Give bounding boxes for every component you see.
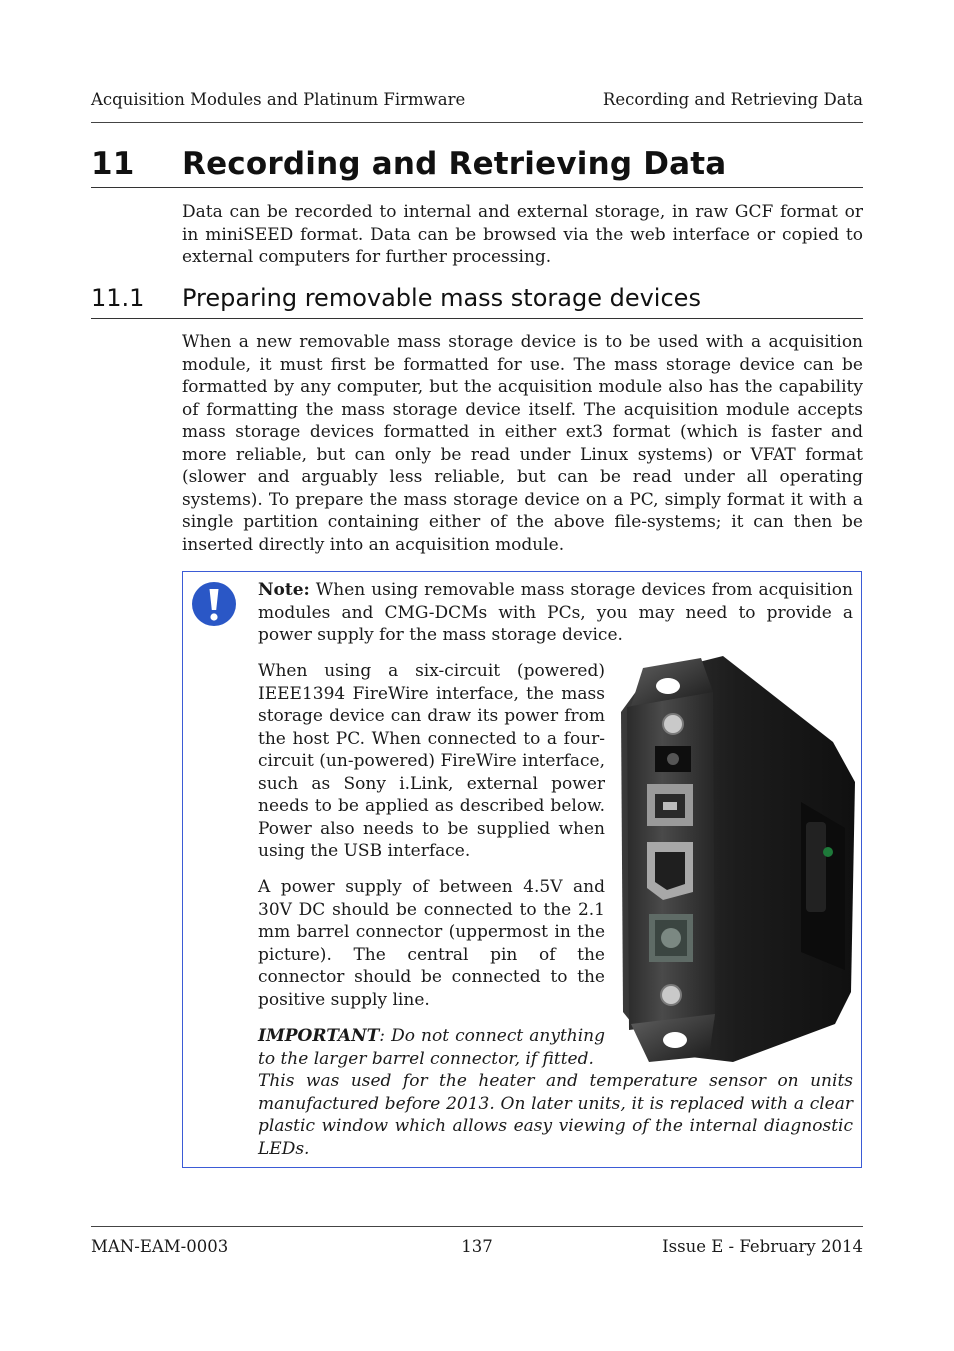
note-text: When using removable mass storage devices from acquisition modules and CMG-DCMs with PCs, you may need to provide a power supply for the mass storage device. (258, 580, 853, 645)
note-firewire-paragraph: When using a six-circuit (powered) IEEE1394 FireWire interface, the mass storage device can draw its power from the host PC. When connected to a four-circuit (un-powered) FireWire interface, such as Sony i.Link, external power needs to be applied as described below. Power also needs to be supplied when using the USB interface. (258, 661, 605, 861)
subsection-number: 11.1 (91, 284, 145, 312)
section-heading (91, 146, 863, 182)
issue-date: Issue E - February 2014 (662, 1237, 863, 1256)
subsection-body: When a new removable mass storage device is to be used with a acquisition module, it must first be formatted for use. The mass storage device can be formatted by any computer, but the acquisition module also has the capability of formatting the mass storage device itself. The acquisition module accepts mass storage devices formatted in either ext3 format (which is faster and more reliable, but can only be read under Linux systems) or VFAT format (slower and arguably less reliable, but can be read under all operating systems). To prepare the mass storage device on a PC, simply format it with a single partition containing either of the above file-systems; it can then be inserted directly into an acquisition module. (182, 332, 863, 555)
page-number: 137 (461, 1237, 493, 1256)
note-label: Note: (258, 580, 310, 600)
important-label: IMPORTANT (258, 1026, 380, 1046)
section-title: Recording and Retrieving Data (182, 146, 727, 182)
note-important-paragraph (258, 1025, 605, 1070)
subsection-title: Preparing removable mass storage devices (182, 284, 701, 312)
storage-device-photo (613, 652, 856, 1066)
section-heading-rule (91, 187, 863, 188)
important-text: : Do not connect anything to the larger barrel connector, if fitted. (258, 1026, 605, 1069)
exclamation-icon (191, 581, 237, 627)
doc-number: MAN-EAM-0003 (91, 1237, 229, 1256)
header-divider (91, 122, 863, 123)
subsection-heading (91, 284, 863, 312)
subsection-heading-rule (91, 318, 863, 319)
running-header-left: Acquisition Modules and Platinum Firmware (91, 90, 466, 109)
note-paragraph (258, 579, 853, 647)
section-intro: Data can be recorded to internal and external storage, in raw GCF format or in miniSEED format. Data can be browsed via the web interface or copied to external computers for further processing. (182, 202, 863, 267)
running-header-right: Recording and Retrieving Data (602, 90, 863, 109)
note-power-paragraph: A power supply of between 4.5V and 30V DC should be connected to the 2.1 mm barrel connector (uppermost in the picture). The central pin of the connector should be connected to the positive supply line. (258, 877, 605, 1010)
footer-divider (91, 1226, 863, 1227)
note-important-continued: This was used for the heater and temperature sensor on units manufactured before 2013. On later units, it is replaced with a clear plastic window which allows easy viewing of the internal diagnostic LEDs. (258, 1071, 853, 1159)
section-number: 11 (91, 146, 135, 182)
